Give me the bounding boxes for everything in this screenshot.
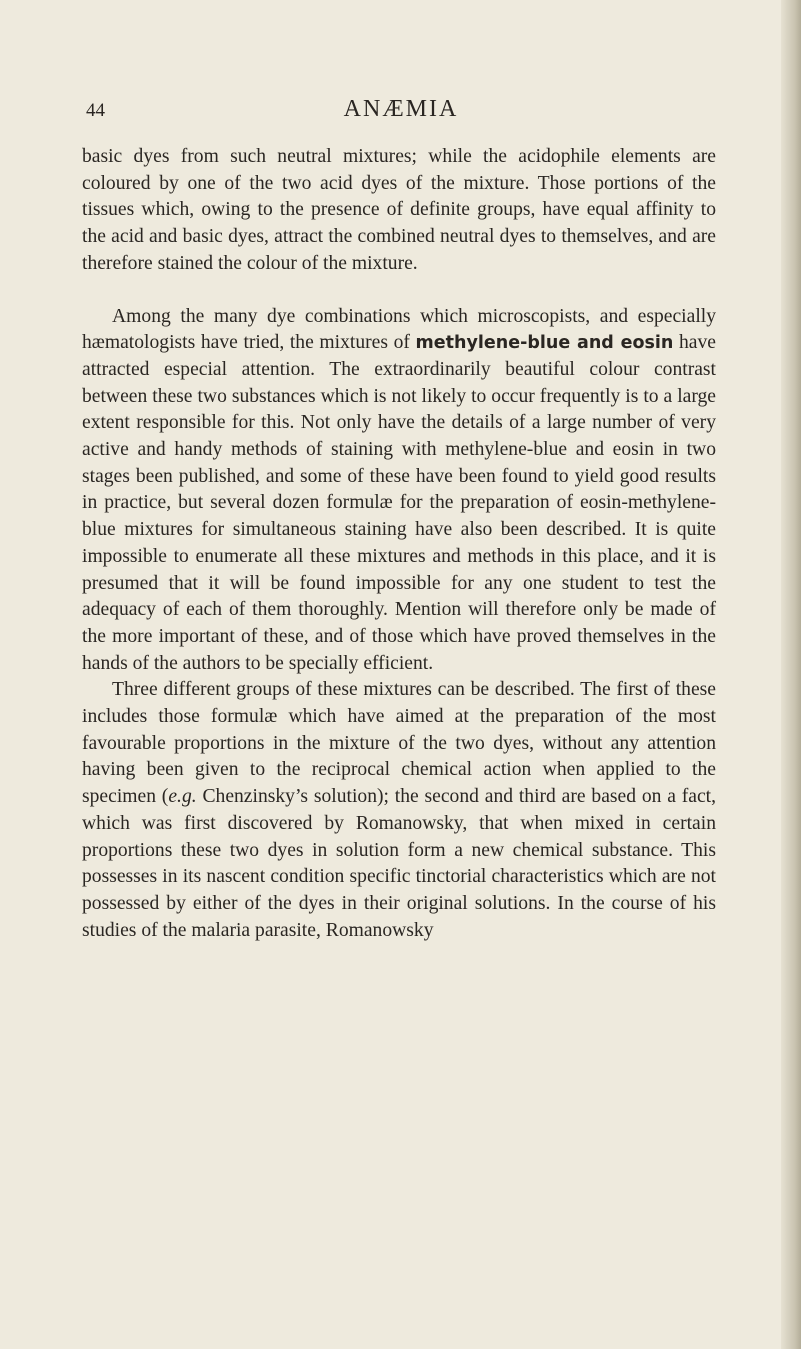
abbrev-eg: e.g. (168, 786, 197, 808)
paragraph-1: basic dyes from such neutral mixtures; while the acidophile elements are coloured by one of the two acid dyes of the mixture. Those portions of the tissues which, owing to the presence of definite groups, have equal affinity to the acid and basic dyes, attract the combined neutral dyes to themselves, and are therefore stained the colour of the mixture. (82, 146, 716, 274)
term-methylene-blue: methylene-blue (415, 333, 571, 354)
conjunction-and: and (570, 333, 621, 354)
body-text (82, 144, 716, 944)
paragraph-3-text-b: Chenzinsky’s solution); the second and third are based on a fact, which was first discovered by Romanowsky, that when mixed in certain proportions these two dyes in solution form a new chemical substance. This possesses in its nascent condition specific tinctorial characteristics which are not possessed by either of the dyes in their original solutions. In the course of his studies of the malaria parasite, Romanowsky (82, 786, 716, 941)
paragraph-2 (82, 304, 716, 678)
page-edge-shadow (781, 0, 801, 1349)
running-title: ANÆMIA (343, 96, 459, 122)
page-number: 44 (86, 100, 105, 121)
term-eosin: eosin (620, 333, 674, 354)
page-header (86, 96, 716, 126)
paragraph-2-text-a: Among the many dye combinations which microscopists, and especially hæmatologists have tried, the mixtures of (82, 305, 716, 354)
paragraph-2-text-b: have attracted especial attention. The extraordinarily beautiful colour contrast between these two substances which is not likely to occur frequently is to a large extent responsible for this. Not only have the details of a large number of very active and handy methods of staining with methylene-blue and eosin in two stages been published, and some of these have been found to yield good results in practice, but several dozen formulæ for the preparation of eosin-methylene-blue mixtures for simultaneous staining have also been described. It is quite impossible to enumerate all these mixtures and methods in this place, and it is presumed that it will be found impossible for any one student to test the adequacy of each of them thoroughly. Mention will therefore only be made of the more important of these, and of those which have proved themselves in the hands of the authors to be specially efficient. (82, 332, 716, 674)
paragraph-3-text-a: Three different groups of these mixtures can be described. The first of these includes those formulæ which have aimed at the preparation of the most favourable proportions in the mixture of the two dyes, without any attention having been given to the reciprocal chemical action when applied to the specimen ( (82, 679, 716, 808)
paragraph-3 (82, 677, 716, 944)
